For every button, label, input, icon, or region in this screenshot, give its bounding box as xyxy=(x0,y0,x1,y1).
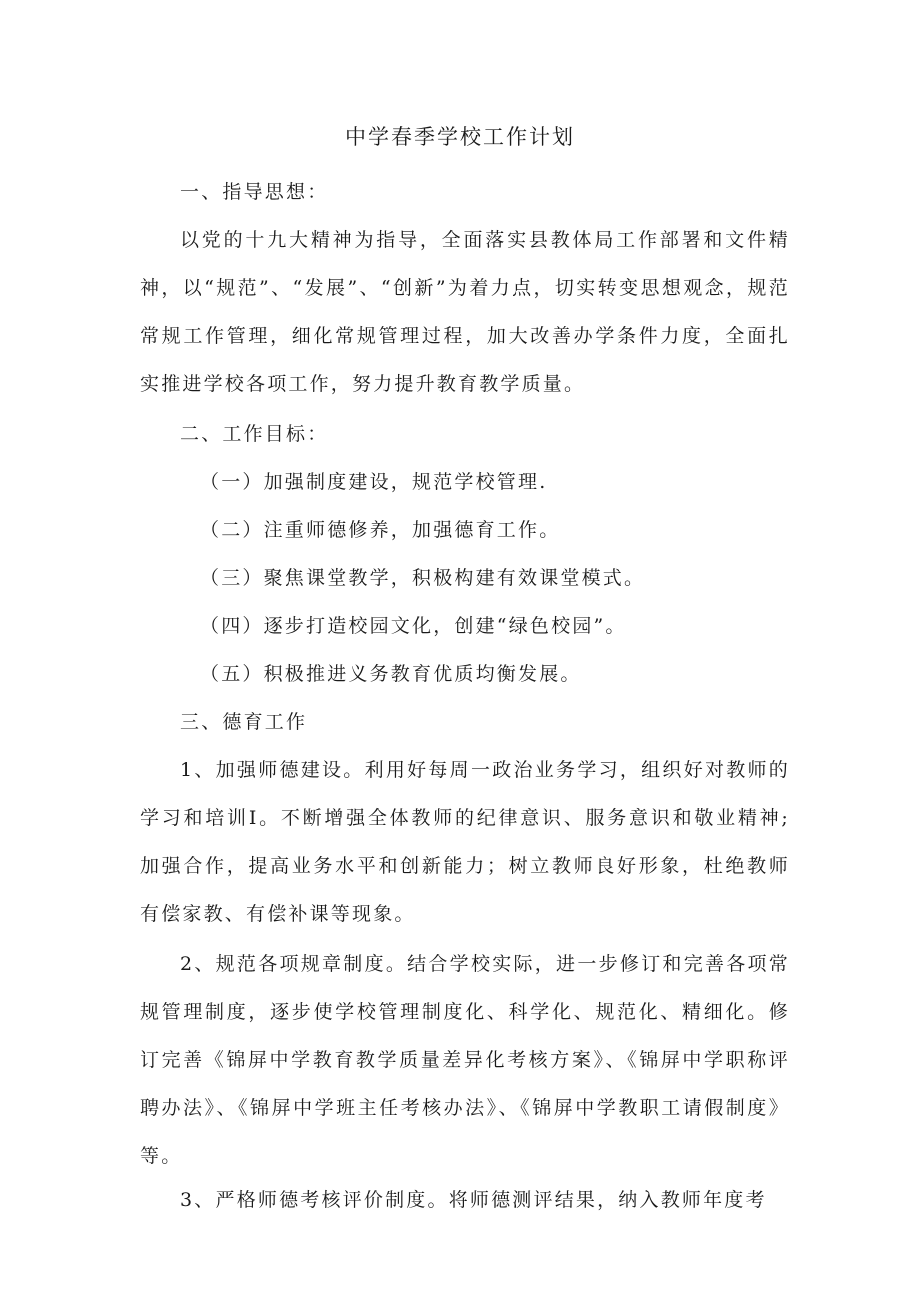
document-body xyxy=(140,168,790,1220)
goal-item-2: （二）注重师德修养，加强德育工作。 xyxy=(200,519,561,541)
goal-item-1: （一）加强制度建设，规范学校管理. xyxy=(200,471,548,493)
paragraph-ethics-evaluation: 3、严格师德考核评价制度。将师德测评结果，纳入教师年度考 xyxy=(180,1189,767,1211)
goal-item-3: （三）聚焦课堂教学，积极构建有效课堂模式。 xyxy=(200,567,646,589)
goal-item-5: （五）积极推进义务教育优质均衡发展。 xyxy=(200,663,582,685)
section-heading-work-goals: 二、工作目标： xyxy=(180,423,329,445)
goal-item-4: （四）逐步打造校园文化，创建“绿色校园”。 xyxy=(200,615,627,637)
section-heading-guiding-ideology: 一、指导思想： xyxy=(180,181,329,203)
document-title: 中学春季学校工作计划 xyxy=(345,125,575,149)
paragraph-regulations: 2、规范各项规章制度。结合学校实际，进一步修订和完善各项常规管理制度，逐步使学校管理制度化、科学化、规范化、精细化。修订完善《锦屏中学教育教学质量差异化考核方案》、《锦屏中学职称评聘办法》、《锦屏中学班主任考核办法》、《锦屏中学教职工请假制度》等。 xyxy=(140,953,790,1167)
paragraph-teacher-ethics: 1、加强师德建设。利用好每周一政治业务学习，组织好对教师的学习和培训I。不断增强全体教师的纪律意识、服务意识和敬业精神;加强合作，提高业务水平和创新能力；树立教师良好形象，杜绝教师有偿家教、有偿补课等现象。 xyxy=(140,759,790,925)
paragraph-guiding-ideology: 以党的十九大精神为指导，全面落实县教体局工作部署和文件精神，以“规范”、“发展”、“创新”为着力点，切实转变思想观念，规范常规工作管理，细化常规管理过程，加大改善办学条件力度，全面扎实推进学校各项工作，努力提升教育教学质量。 xyxy=(140,229,790,395)
section-heading-moral-education: 三、德育工作 xyxy=(180,711,308,733)
